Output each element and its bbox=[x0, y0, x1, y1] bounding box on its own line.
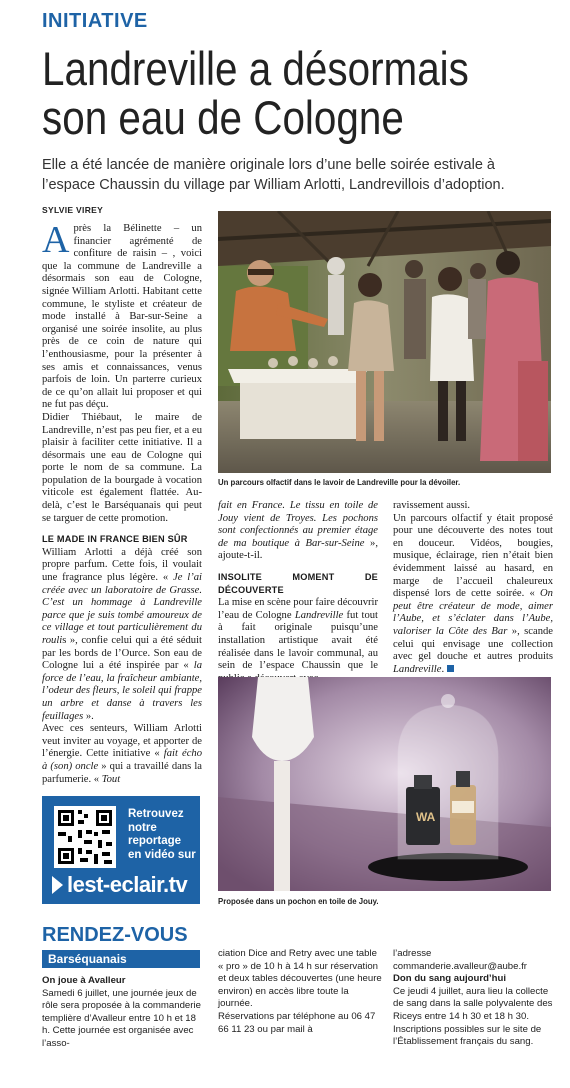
col1-paragraph-2: Didier Thiébaut, le maire de Landreville, n’est pas peu fier, et a eu plaisir à faciliter cette initiative. Il a désormais une eau de Cologne qui porte le nom de sa commune. La population de la bourgade à vocation viticole est également flattée. Au-delà, c’est le Barséquanais qui peut se targuer de cette promotion. bbox=[42, 411, 202, 524]
rendez-vous-band: Barséquanais bbox=[42, 950, 200, 968]
rdv-column-1 bbox=[42, 975, 202, 1051]
play-arrow-icon bbox=[52, 876, 63, 894]
dropcap: A bbox=[42, 219, 70, 261]
end-mark-icon bbox=[447, 665, 454, 672]
headline-line-2: son eau de Cologne bbox=[42, 91, 404, 144]
article-column-2 bbox=[218, 500, 378, 685]
photo2-caption: Proposée dans un pochon en toile de Jouy. bbox=[218, 897, 379, 906]
photo-perfume-tasting bbox=[218, 211, 551, 473]
col1-paragraph-4: Avec ces senteurs, William Arlotti veut inviter au voyage, et apporter de l’énergie. Cette initiative « fait écho à (son) oncle » qui a travaillé dans la parfumerie. « Tout bbox=[42, 723, 202, 785]
col1-subhead: LE MADE IN FRANCE BIEN SÛR bbox=[42, 534, 188, 545]
article-headline bbox=[42, 44, 472, 142]
rendez-vous-title: RENDEZ-VOUS bbox=[42, 924, 188, 946]
col2-paragraph-2: La mise en scène pour faire découvrir l’eau de Cologne Landreville fut tout à fait originale puisqu’une installation artistique avait été réalisée dans le lavoir communal, au sein de l’espace Chaussin que le bbox=[218, 597, 379, 672]
svg-text:WA: WA bbox=[416, 810, 436, 824]
photo1-caption: Un parcours olfactif dans le lavoir de Landreville pour la dévoiler. bbox=[218, 478, 461, 487]
rdv-item1-title: On joue à Avalleur bbox=[42, 975, 126, 986]
rdv-item2-title: Don du sang aujourd’hui bbox=[393, 973, 506, 985]
col2-subhead: INSOLITE MOMENT DE DÉCOUVERTE bbox=[218, 571, 378, 595]
byline: SYLVIE VIREY bbox=[42, 205, 104, 215]
article-deck: Elle a été lancée de manière originale lors d’une belle soirée estivale à l’espace Chaussin du village par William Arlotti, Landrevillois d’adoption. bbox=[42, 157, 505, 193]
col1-paragraph-1: près la Bélinette – un financier agrémenté de confiture de raisin – , voici que la commune de Landreville a désormais son eau de Cologne, signée William Arlotti. Habitant cette commune, le styliste et créateur de mode installé à Bar-sur-Seine a organisé une soirée insolite, au plus près de ce coin de nature qui l’enthousiasme, pour la présenter à ses amis et connaissances, venus parfois de loin. Un parterre curieux de ce qu’on allait lui proposer et qui ne fut pas déçu. bbox=[42, 223, 202, 411]
rdv-item1-continued: ciation Dice and Retry avec une table « pro » de 10 h à 14 h sur réservation et deux tables découvertes (une heure environ) en accès libre toute la journée. bbox=[218, 948, 382, 1010]
article-column-3 bbox=[393, 500, 553, 676]
rdv-item1-reservation: Réservations par téléphone au 06 47 66 11 23 ou par mail à bbox=[218, 1010, 376, 1035]
col1-paragraph-3: William Arlotti a déjà créé son propre parfum. Cette fois, il voulait une fragrance plus légère. « Je l’ai créée avec un laboratoire de Grasse. C’est un hommage à Landreville parce que je suis tombé amoureux de ce village et tout particulièrement du roulis », confie celui qui a été séduit par les bords de l’Ource. Son eau de Cologne lui a été inspirée par « la force de l’eau, la fraîcheur ambiante, l’odeur des fleurs, le soleil qui frappe un arbre et danse à travers les feuillages ». bbox=[42, 546, 202, 722]
col3-paragraph-1: ravissement aussi. bbox=[393, 500, 471, 511]
rdv-column-2 bbox=[218, 948, 383, 1036]
rdv-item2-text: Ce jeudi 4 juillet, aura lieu la collecte de sang dans la salle polyvalente des Riceys entre 14 h 30 et 18 h 30. Inscriptions possibles sur le site de l’Établissement français du sang. bbox=[393, 985, 553, 1048]
section-rubric: INITIATIVE bbox=[42, 10, 148, 32]
rdv-column-3 bbox=[393, 948, 558, 1049]
promo-text: Retrouvez notre reportage en vidéo sur bbox=[128, 808, 196, 861]
rdv-item1-email: l’adresse commanderie.avalleur@aube.fr bbox=[393, 948, 527, 972]
col3-paragraph-2: Un parcours olfactif y était proposé pour une découverte des notes tout en douceur. Vidéos, bougies, musique, éclairage, rien n’était bien évidemment laissé au hasard, en marge de l’accueil chaleureux dispensé lors de cette soirée. « On peut être créateur de mode, aimer l’Aube, et s’éclater dans l’Aube, valoriser la Côte des Bar », scande celui qui envisage une collection avec gel douche et autres produits Landreville. bbox=[393, 512, 553, 675]
qr-code-icon bbox=[54, 806, 116, 868]
photo-perfume-bottle bbox=[218, 677, 551, 891]
article-column-1 bbox=[42, 219, 202, 786]
promo-url-link[interactable]: lest-eclair.tv bbox=[52, 872, 187, 898]
col2-paragraph-1: fait en France. Le tissu en toile de Jouy vient de Troyes. Les pochons sont confectionnés au premier étage de ma boutique à Bar-sur-Seine », ajoute-t-il. bbox=[218, 500, 379, 562]
rdv-item1-text: Samedi 6 juillet, une journée jeux de rôle sera proposée à la commanderie templière d’Avalleur entre 10 h et 18 h. Cette journée est organisée avec l’asso- bbox=[42, 987, 201, 1049]
headline-line-1: Landreville a désormais bbox=[42, 42, 469, 95]
video-promo-box[interactable] bbox=[42, 796, 200, 904]
